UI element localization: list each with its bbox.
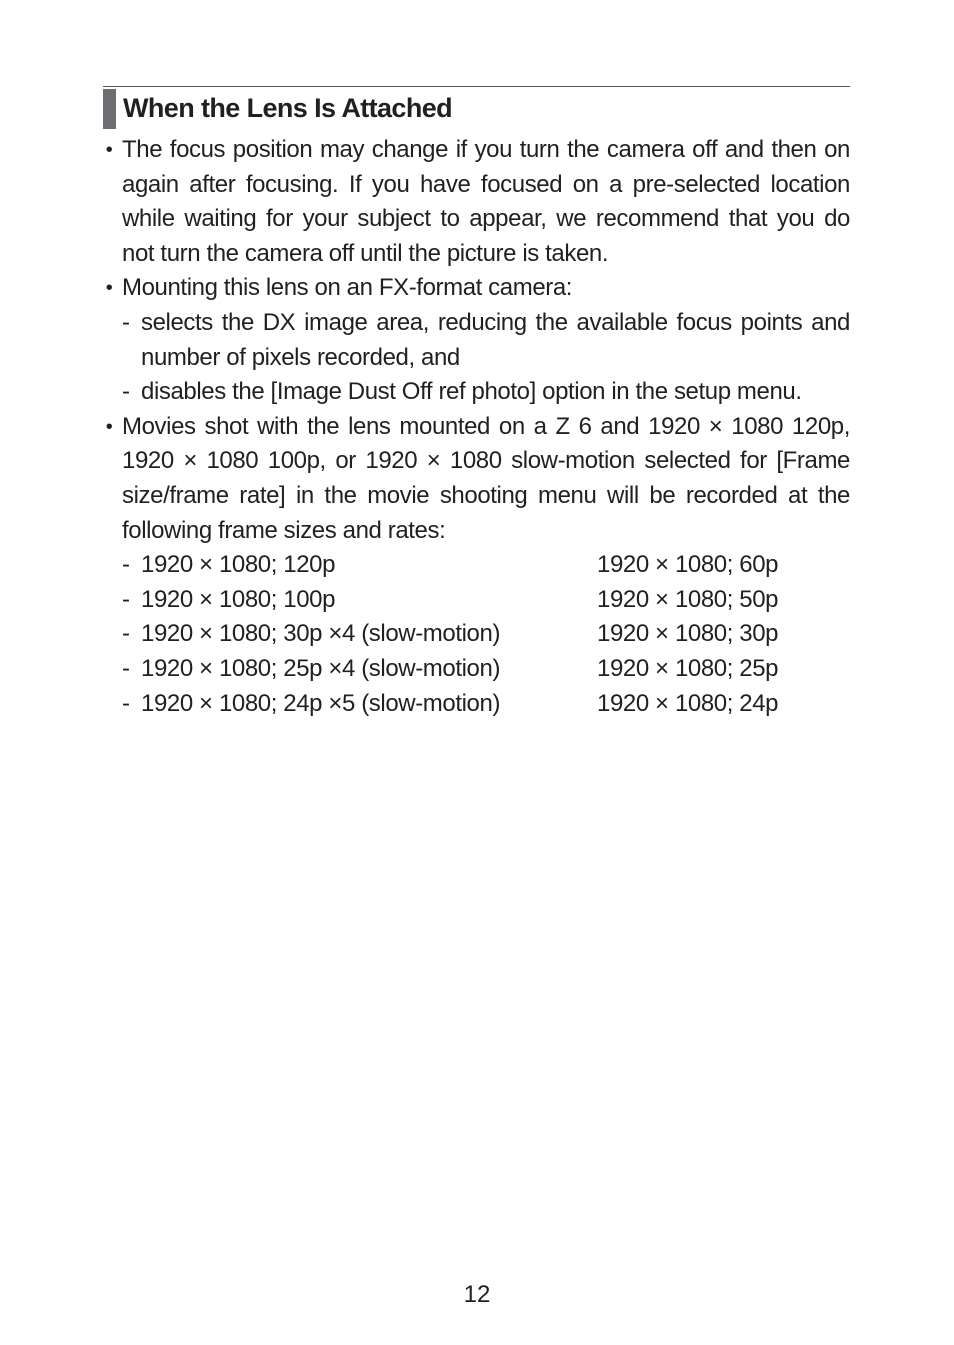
bullet-item-fx-format xyxy=(103,271,850,409)
bullet-item-movies xyxy=(103,410,850,721)
dash-icon: - xyxy=(122,689,130,717)
page-number: 12 xyxy=(463,1281,491,1308)
section-heading: When the Lens Is Attached xyxy=(123,93,453,123)
heading-accent-bar xyxy=(103,89,116,129)
fx-format-sublist xyxy=(122,306,850,410)
sub-item-text: selects the DX image area, reducing the available focus points and number of pixels recorded, and xyxy=(141,308,850,371)
frame-rate-row xyxy=(122,583,850,618)
lens-attached-section xyxy=(103,86,850,717)
dash-icon: - xyxy=(122,620,130,648)
dash-icon: - xyxy=(122,551,130,579)
recorded-frame-rate: 1920 × 1080; 30p xyxy=(597,620,779,648)
bullet-dot-icon: • xyxy=(105,139,113,161)
selected-frame-rate: 1920 × 1080; 120p xyxy=(141,551,336,579)
dash-icon: - xyxy=(122,308,130,336)
bullet-dot-icon: • xyxy=(105,277,113,300)
frame-rate-row xyxy=(122,548,850,583)
bullet-list xyxy=(103,133,850,721)
recorded-frame-rate: 1920 × 1080; 25p xyxy=(597,654,779,682)
dash-icon: - xyxy=(122,654,130,682)
bullet-text: Movies shot with the lens mounted on a Z 6 and 1920 × 1080 120p, 1920 × 1080 100p, or 1920 × 1080 slow-motion selected for [Frame size/frame rate] in the movie shooting menu will be recorded at the following frame sizes and rates: xyxy=(122,412,850,544)
sub-item xyxy=(122,306,850,375)
frame-rate-row xyxy=(122,687,850,722)
bullet-text: Mounting this lens on an FX-format camera: xyxy=(122,274,573,302)
frame-rate-row xyxy=(122,617,850,652)
bullet-dot-icon: • xyxy=(105,415,113,438)
recorded-frame-rate: 1920 × 1080; 50p xyxy=(597,585,779,613)
selected-frame-rate: 1920 × 1080; 30p ×4 (slow-motion) xyxy=(141,620,501,648)
section-heading-row xyxy=(103,86,850,130)
frame-rate-list xyxy=(122,548,850,721)
frame-rate-row xyxy=(122,652,850,687)
selected-frame-rate: 1920 × 1080; 25p ×4 (slow-motion) xyxy=(141,654,501,682)
recorded-frame-rate: 1920 × 1080; 60p xyxy=(597,551,779,579)
bullet-item-focus-position xyxy=(103,133,850,271)
dash-icon: - xyxy=(122,378,130,406)
selected-frame-rate: 1920 × 1080; 24p ×5 (slow-motion) xyxy=(141,689,501,717)
selected-frame-rate: 1920 × 1080; 100p xyxy=(141,585,336,613)
sub-item xyxy=(122,375,850,410)
recorded-frame-rate: 1920 × 1080; 24p xyxy=(597,689,779,717)
sub-item-text: disables the [Image Dust Off ref photo] option in the setup menu. xyxy=(141,378,802,406)
dash-icon: - xyxy=(122,585,130,613)
bullet-text: The focus position may change if you turn the camera off and then on again after focusing. If you have focused on a pre-selected location while waiting for your subject to appear, we recommend that you do not turn the camera off until the picture is taken. xyxy=(122,136,850,267)
